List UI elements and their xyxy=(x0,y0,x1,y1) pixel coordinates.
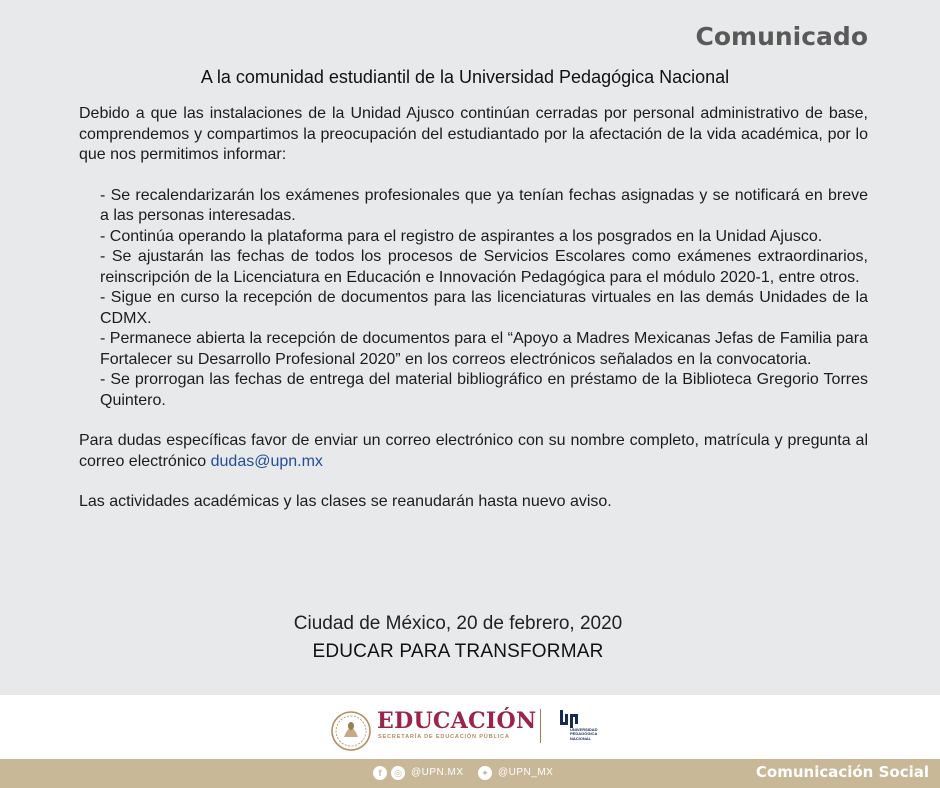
instagram-handle[interactable]: @UPN.MX xyxy=(411,767,464,778)
list-item: - Permanece abierta la recepción de documentos para el “Apoyo a Madres Mexicanas Jefas de Familia para Fortalecer su Desarrollo Profesional 2020” en los correos electrónicos señalados en la convocatoria. xyxy=(100,330,868,368)
upn-line: PEDAGÓGICA xyxy=(570,731,598,737)
announcement-list xyxy=(100,186,868,412)
communique-body xyxy=(79,104,868,513)
page-title: Comunicado xyxy=(695,22,868,51)
footer-brand: Comunicación Social xyxy=(755,763,929,781)
place-date: Ciudad de México, 20 de febrero, 2020 xyxy=(293,613,623,634)
list-item: - Se ajustarán las fechas de todos los procesos de Servicios Escolares como exámenes extraordinarios, reinscripción de la Licenciatura en Educación e Innovación Pedagógica para el módulo 2020-1, entre otros. xyxy=(100,248,868,286)
upn-logo-text xyxy=(570,728,598,741)
list-item: - Se recalendarizarán los exámenes profesionales que ya tenían fechas asignadas y se notificará en breve a las personas interesadas. xyxy=(100,186,868,224)
instagram-icon[interactable]: ◎ xyxy=(391,766,405,780)
intro-paragraph: Debido a que las instalaciones de la Unidad Ajusco continúan cerradas por personal administrativo de base, comprendemos y compartimos la preocupación del estudiantado por la afectación de la vida académica, por lo que nos permitimos informar: xyxy=(79,105,868,163)
contact-paragraph xyxy=(79,431,868,472)
list-item: - Se prorrogan las fechas de entrega del material bibliográfico en préstamo de la Biblioteca Gregorio Torres Quintero. xyxy=(100,371,868,409)
contact-text: Para dudas específicas favor de enviar un correo electrónico con su nombre completo, matrícula y pregunta al correo electrónico xyxy=(79,432,868,470)
closing-paragraph: Las actividades académicas y las clases se reanudarán hasta nuevo aviso. xyxy=(79,493,612,510)
salutation-heading: A la comunidad estudiantil de la Universidad Pedagógica Nacional xyxy=(200,67,730,87)
list-item: - Sigue en curso la recepción de documentos para las licenciaturas virtuales en las demás Unidades de la CDMX. xyxy=(100,289,868,327)
sep-logo-subtitle: SECRETARÍA DE EDUCACIÓN PÚBLICA xyxy=(378,734,510,740)
mexico-seal-icon xyxy=(331,711,371,751)
twitter-handle[interactable]: @UPN_MX xyxy=(498,767,554,778)
upn-line: NACIONAL xyxy=(570,735,592,741)
twitter-icon[interactable]: ✦ xyxy=(478,766,492,780)
logo-divider xyxy=(540,709,541,743)
facebook-icon[interactable]: f xyxy=(373,766,387,780)
sep-logo-text: EDUCACIÓN xyxy=(377,708,537,734)
motto: EDUCAR PARA TRANSFORMAR xyxy=(312,641,604,662)
upn-line: UNIVERSIDAD xyxy=(570,727,598,732)
list-item: - Continúa operando la plataforma para el registro de aspirantes a los posgrados en la Unidad Ajusco. xyxy=(100,227,823,245)
email-link[interactable]: dudas@upn.mx xyxy=(210,452,323,470)
